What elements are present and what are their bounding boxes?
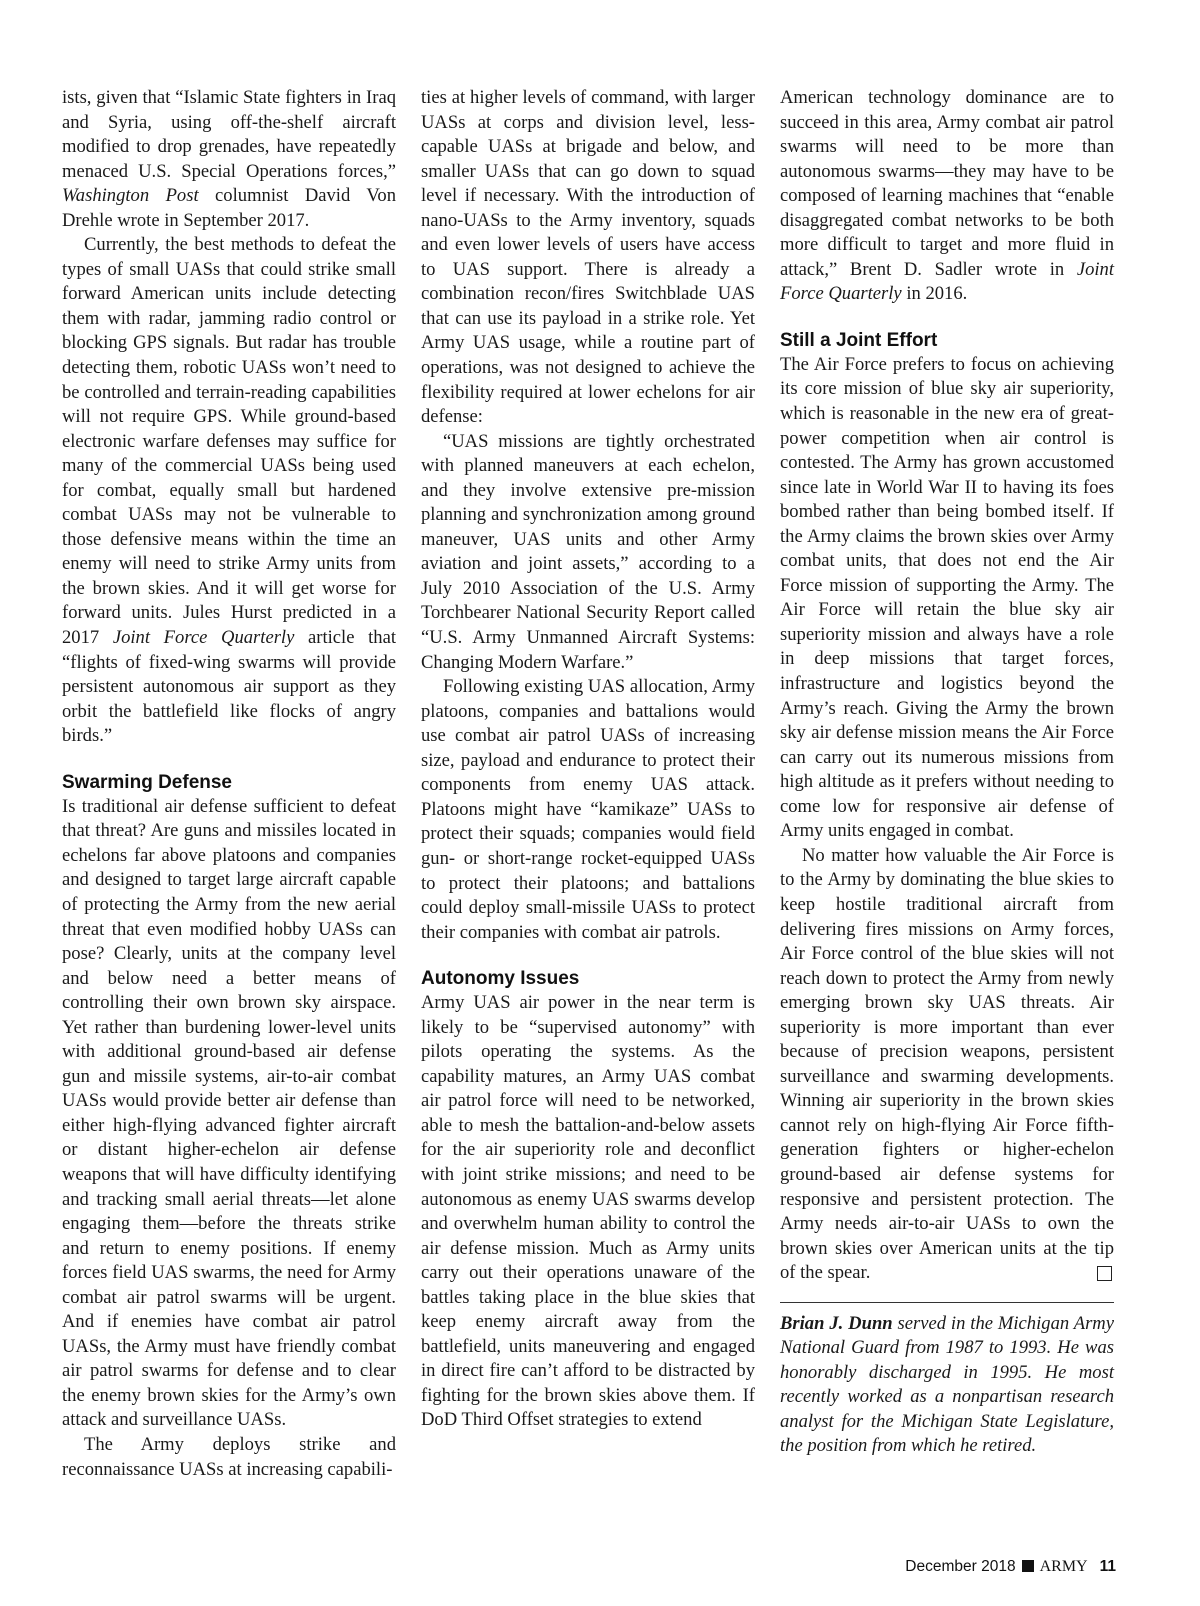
paragraph: The Air Force prefers to focus on achieving its core mission of blue sky air superiority, which is reasonable in the new era of great-power competition when air control is contested. The Army has grown accustomed since late in World War II to having its foes bombed rather than being bombed itself. If the Army claims the brown skies over Army combat units, that does not end the Air Force mission of supporting the Army. The Air Force will retain the blue sky air superiority mission and always have a role in deep missions that target forces, infrastructure and logistics beyond the Army’s reach. Giving the Army the brown sky air defense mission means the Air Force can carry out its numerous missions from high altitude as it prefers without needing to come low for responsive air defense of Army units engaged in combat. <box>780 353 1114 842</box>
paragraph: Currently, the best methods to defeat the types of small UASs that could strike small forward American units include detecting them with radar, jamming radio control or blocking GPS signals. But radar has trouble detecting them, robotic UASs won’t need to be controlled and terrain-reading capabilities will not require GPS. While ground-based electronic warfare defenses may suffice for many of the commercial UASs being used for combat, equally small but hardened combat UASs may not be vulnerable to those defensive means within the time an enemy will need to strike Army units from the brown skies. And it will get worse for forward units. Jules Hurst predicted in a 2017 Joint Force Quarterly article that “flights of fixed-wing swarms will provide persistent autonomous air support as they orbit the battlefield like flocks of angry birds.” <box>62 234 396 747</box>
paragraph: American technology dominance are to succeed in this area, Army combat air patrol swarms will need to be more than autonomous swarms—they may have to be composed of learning machines that “enable disaggregated combat networks to be both more difficult to target and more fluid in attack,” Brent D. Sadler wrote in Joint Force Quarterly in 2016. <box>780 87 1114 305</box>
column-3 <box>780 86 1114 1459</box>
section-heading: Autonomy Issues <box>421 968 580 990</box>
paragraph: ists, given that “Islamic State fighters in Iraq and Syria, using off-the-shelf aircraft modified to drop grenades, have repeatedly menaced U.S. Special Operations forces,” Washington Post columnist David Von Drehle wrote in September 2017. <box>62 87 396 231</box>
column-2 <box>421 86 755 1433</box>
end-of-article-icon <box>1097 1266 1112 1281</box>
section-heading: Swarming Defense <box>62 771 232 793</box>
author-name: Brian J. Dunn <box>780 1312 893 1334</box>
paragraph: Is traditional air defense sufficient to defeat that threat? Are guns and missiles located in echelons far above platoons and companies and designed to target large aircraft capable of protecting the Army from the new aerial threat that even modified hobby UASs can pose? Clearly, units at the company level and below need a better means of controlling their own brown sky airspace. Yet rather than burdening lower-level units with additional ground-based air defense gun and missile systems, air-to-air combat UASs would provide better air defense than either high-flying advanced fighter aircraft or distant higher-echelon air defense weapons that will have difficulty identifying and tracking small aerial threats—let alone engaging them—before the threats strike and return to enemy positions. If enemy forces field UAS swarms, the need for Army combat air patrol swarms will be urgent. And if enemies have combat air patrol UASs, the Army must have friendly combat air patrol swarms for defense and to clear the enemy brown skies for the Army’s own attack and surveillance UASs. <box>62 795 396 1431</box>
publication-title: Joint Force Quarterly <box>780 258 1114 305</box>
paragraph: No matter how valuable the Air Force is to the Army by dominating the blue skies to keep hostile traditional aircraft from delivering fires missions on Army forces, Air Force control of the blue skies will not reach down to protect the Army from newly emerging brown sky UAS threats. Air superiority is more important than ever because of precision weapons, persistent surveillance and swarming developments. Winning air superiority in the brown skies cannot rely on high-flying Air Force fifth-generation fighters or higher-echelon ground-based air defense systems for responsive and persistent protection. The Army needs air-to-air UASs to own the brown skies over American units at the tip of the spear. <box>780 844 1114 1284</box>
magazine-name: ARMY <box>1039 1558 1088 1575</box>
paragraph: Following existing UAS allocation, Army platoons, companies and battalions would use combat air patrol UASs of increasing size, payload and endurance to protect their components from enemy UAS attack. Platoons might have “kamikaze” UASs to protect their squads; companies would field gun- or short-range rocket-equipped UASs to protect their platoons; and battalions could deploy small-missile UASs to protect their companies with combat air patrols. <box>421 676 755 943</box>
paragraph: ties at higher levels of command, with larger UASs at corps and division level, less-capable UASs at brigade and below, and smaller UASs that can go down to squad level if necessary. With the introduction of nano-UASs to the Army inventory, squads and even lower levels of users have access to UAS support. There is already a combination recon/fires Switchblade UAS that can use its payload in a strike role. Yet Army UAS usage, while a routine part of operations, was not designed to achieve the flexibility required at lower echelons for air defense: <box>421 87 755 428</box>
section-heading: Still a Joint Effort <box>780 329 938 351</box>
square-bullet-icon <box>1022 1560 1034 1572</box>
divider <box>780 1302 1114 1303</box>
paragraph: “UAS missions are tightly orchestrated with planned maneuvers at each echelon, and they involve extensive pre-mission planning and synchronization among ground maneuver, UAS units and other Army aviation and joint assets,” according to a July 2010 Association of the U.S. Army Torchbearer National Security Report called “U.S. Army Unmanned Aircraft Systems: Changing Modern Warfare.” <box>421 430 755 673</box>
paragraph: Army UAS air power in the near term is likely to be “supervised autonomy” with pilots operating the systems. As the capability matures, an Army UAS combat air patrol force will need to be networked, able to mesh the battalion-and-below assets for the air superiority role and deconflict with joint strike missions; and need to be autonomous as enemy UAS swarms develop and overwhelm human ability to control the air defense mission. Much as Army units carry out their operations unaware of the battles taking place in the blue skies that keep enemy aircraft away from the battlefield, units maneuvering and engaged in direct fire can’t afford to be distracted by fighting for the brown skies above them. If DoD Third Offset strategies to extend <box>421 992 755 1431</box>
publication-title: Joint Force Quarterly <box>112 627 295 649</box>
page-footer <box>905 1558 1116 1576</box>
column-1 <box>62 86 396 1482</box>
author-bio: Brian J. Dunn served in the Michigan Army National Guard from 1987 to 1993. He was honorably discharged in 1995. He most recently worked as a nonpartisan research analyst for the Michigan State Legislature, the position from which he retired. <box>780 1312 1114 1457</box>
page-number: 11 <box>1099 1558 1116 1575</box>
issue-date: December 2018 <box>905 1558 1016 1575</box>
publication-title: Washington Post <box>62 185 199 207</box>
paragraph: The Army deploys strike and reconnaissance UASs at increasing capabili- <box>62 1433 396 1480</box>
